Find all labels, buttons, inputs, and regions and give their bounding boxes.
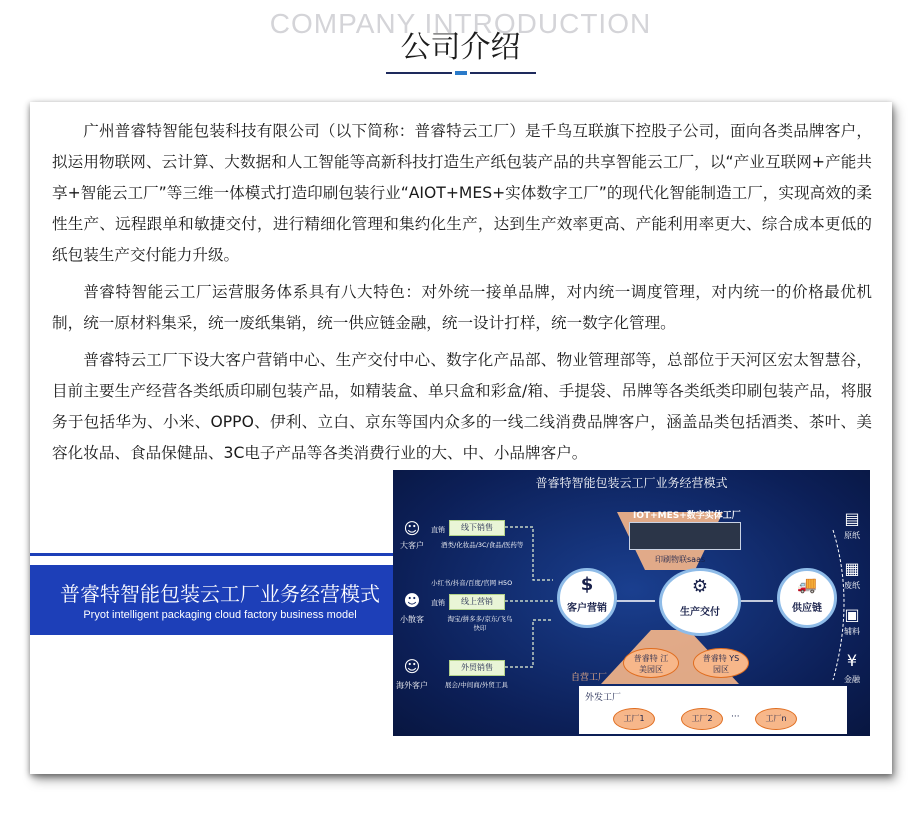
band-top-rule — [30, 553, 393, 556]
online-marketing-box: 线上营销 — [449, 594, 505, 610]
supply-item: 辅料 — [844, 627, 860, 636]
online-marketing-desc: 淘宝/拼多多/京东/飞鸟快印 — [447, 615, 513, 632]
supply-item: 金融 — [844, 675, 860, 684]
intro-paragraph-1: 广州普睿特智能包装科技有限公司（以下简称：普睿特云工厂）是千鸟互联旗下控股子公司，面向各类品牌客户，拟运用物联网、云计算、大数据和人工智能等高新科技打造生产纸包装产品的共享智能云工厂，以“产业互联网+产能共享+智能云工厂”等三维一体模式打造印刷包装行业“AIOT+MES+实体数字工厂”的现代化智能制造工厂，实现高效的柔性生产、远程跟单和敏捷交付，进行精细化管理和集约化生产，达到生产效率更高、产能利用率更大、综合成本更低的纸包装生产交付能力升级。 — [52, 122, 872, 264]
customer-name: 小散客 — [400, 615, 424, 624]
supply-item: 废纸 — [844, 581, 860, 590]
intro-card — [30, 102, 892, 774]
customer-name: 海外客户 — [396, 681, 428, 690]
truck-icon: 🚚 — [797, 575, 817, 594]
supply-item: 原纸 — [844, 531, 860, 540]
offline-sales-desc: 酒类/化妆品/3C/食品/医药等 — [441, 541, 524, 549]
iot-label: IOT+MES+数字实体工厂 — [633, 511, 741, 521]
intro-paragraphs — [52, 116, 872, 475]
intro-paragraph-2: 普睿特智能云工厂运营服务体系具有八大特色：对外统一接单品牌，对内统一调度管理，对内统一的价格最优机制，统一原材料集采，统一废纸集销，统一供应链金融，统一设计打样，统一数字化管理。 — [52, 283, 872, 332]
factory-n: 工厂n — [755, 708, 797, 730]
business-model-diagram — [393, 470, 870, 736]
watermark-text: COMPANY INTRODUCTION — [269, 8, 652, 39]
offline-sales-box: 线下销售 — [449, 520, 505, 536]
own-factory-label: 自营工厂 — [571, 673, 608, 683]
marketing-label: 客户营销 — [567, 603, 607, 614]
factory-2: 工厂2 — [681, 708, 723, 730]
production-label: 生产交付 — [680, 607, 720, 618]
paper-icon: ▤ — [844, 509, 860, 528]
online-channels: 小红书/抖音/百度/官网 H5O — [431, 579, 513, 587]
waste-paper-icon: ▦ — [844, 559, 860, 578]
park-ys: 普睿特 YS园区 — [693, 648, 749, 678]
outsource-label: 外发工厂 — [585, 693, 622, 703]
business-model-title: 普睿特智能包装云工厂业务经营模式 — [60, 582, 380, 606]
foreign-trade-box: 外贸销售 — [449, 660, 505, 676]
page-title: 公司介绍 — [400, 30, 521, 65]
big-customer-icon: ☺ — [403, 519, 421, 538]
money-icon: $ — [580, 574, 594, 595]
intro-paragraph-3: 普睿特云工厂下设大客户营销中心、生产交付中心、数字化产品部、物业管理部等，总部位于天河区宏太智慧谷，目前主要生产经营各类纸质印刷包装产品，如精装盒、单只盒和彩盒/箱、手提袋、吊牌等各类纸类印刷包装产品，将服务于包括华为、小米、OPPO、伊利、立白、京东等国内众多的一线二线消费品牌客户，涵盖品类包括酒类、茶叶、美容化妆品、食品保健品、3C电子产品等各类消费行业的大、中、小品牌客户。 — [52, 351, 872, 462]
outsource-factory-panel — [579, 686, 847, 734]
small-customer-icon: ☻ — [403, 591, 421, 610]
park-jiangmei: 普睿特 江美园区 — [623, 648, 679, 678]
overseas-customer-icon: ☺ — [403, 657, 421, 676]
diagram-title: 普睿特智能包装云工厂业务经营模式 — [535, 476, 728, 490]
saas-label: 印刷物联saas — [655, 555, 706, 564]
finance-icon: ¥ — [846, 651, 858, 670]
customer-name: 大客户 — [400, 541, 424, 550]
supply-circle — [777, 568, 837, 628]
business-model-subtitle: Pryot intelligent packaging cloud factory business model — [83, 609, 357, 621]
customer-channel: 直销 — [431, 526, 445, 534]
supply-label: 供应链 — [792, 603, 822, 614]
machines-strip — [629, 522, 741, 550]
foreign-trade-desc: 展会/中间商/外贸工具 — [445, 681, 508, 689]
materials-icon: ▣ — [844, 605, 860, 624]
title-underline-accent — [452, 70, 470, 76]
marketing-circle — [557, 568, 617, 628]
gear-icon: ⚙ — [691, 576, 709, 597]
factory-ellipsis: ··· — [731, 712, 740, 722]
factory-1: 工厂1 — [613, 708, 655, 730]
customer-channel: 直销 — [431, 599, 445, 607]
production-circle — [659, 568, 741, 636]
